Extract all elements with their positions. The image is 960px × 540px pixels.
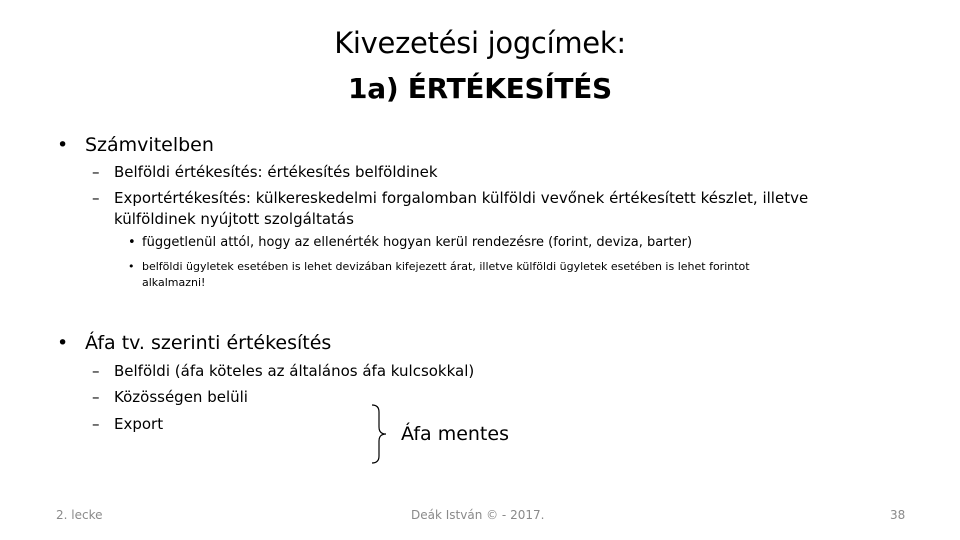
slide-title: Kivezetési jogcímek:: [334, 26, 626, 60]
list-item-text: Belföldi (áfa köteles az általános áfa kulcsokkal): [114, 362, 475, 380]
dash-icon: –: [92, 163, 100, 181]
section-heading-text: Számvitelben: [85, 134, 214, 156]
page-number: 38: [890, 508, 906, 522]
dash-icon: –: [92, 415, 100, 433]
sub-list-item-text: függetlenül attól, hogy az ellenérték hogyan kerül rendezésre (forint, deviza, barter): [142, 235, 693, 250]
footer-author: Deák István © - 2017.: [411, 508, 545, 522]
dash-icon: –: [92, 388, 100, 406]
bullet-icon: •: [57, 134, 69, 156]
sub-list-item-text: alkalmazni!: [142, 276, 206, 289]
bullet-icon: •: [128, 235, 136, 250]
right-brace-icon: [370, 404, 394, 464]
sub-list-item-text: belföldi ügyletek esetében is lehet devizában kifejezett árat, illetve külföldi ügyletek esetében is lehet forintot: [142, 260, 750, 273]
bullet-icon: •: [57, 332, 69, 354]
list-item-text: Export: [114, 415, 164, 433]
section-heading-text: Áfa tv. szerinti értékesítés: [85, 332, 332, 354]
list-item-text: Exportértékesítés: külkereskedelmi forgalomban külföldi vevőnek értékesített készlet, illetve: [114, 189, 809, 207]
list-item-text: Közösségen belüli: [114, 388, 248, 406]
brace-label: Áfa mentes: [401, 423, 509, 445]
footer-lesson: 2. lecke: [56, 508, 103, 522]
dash-icon: –: [92, 189, 100, 207]
dash-icon: –: [92, 362, 100, 380]
slide-subtitle: 1a) ÉRTÉKESÍTÉS: [348, 72, 612, 105]
list-item-text: Belföldi értékesítés: értékesítés belföldinek: [114, 163, 438, 181]
list-item-text: külföldinek nyújtott szolgáltatás: [114, 210, 354, 228]
bullet-icon: •: [128, 260, 135, 273]
